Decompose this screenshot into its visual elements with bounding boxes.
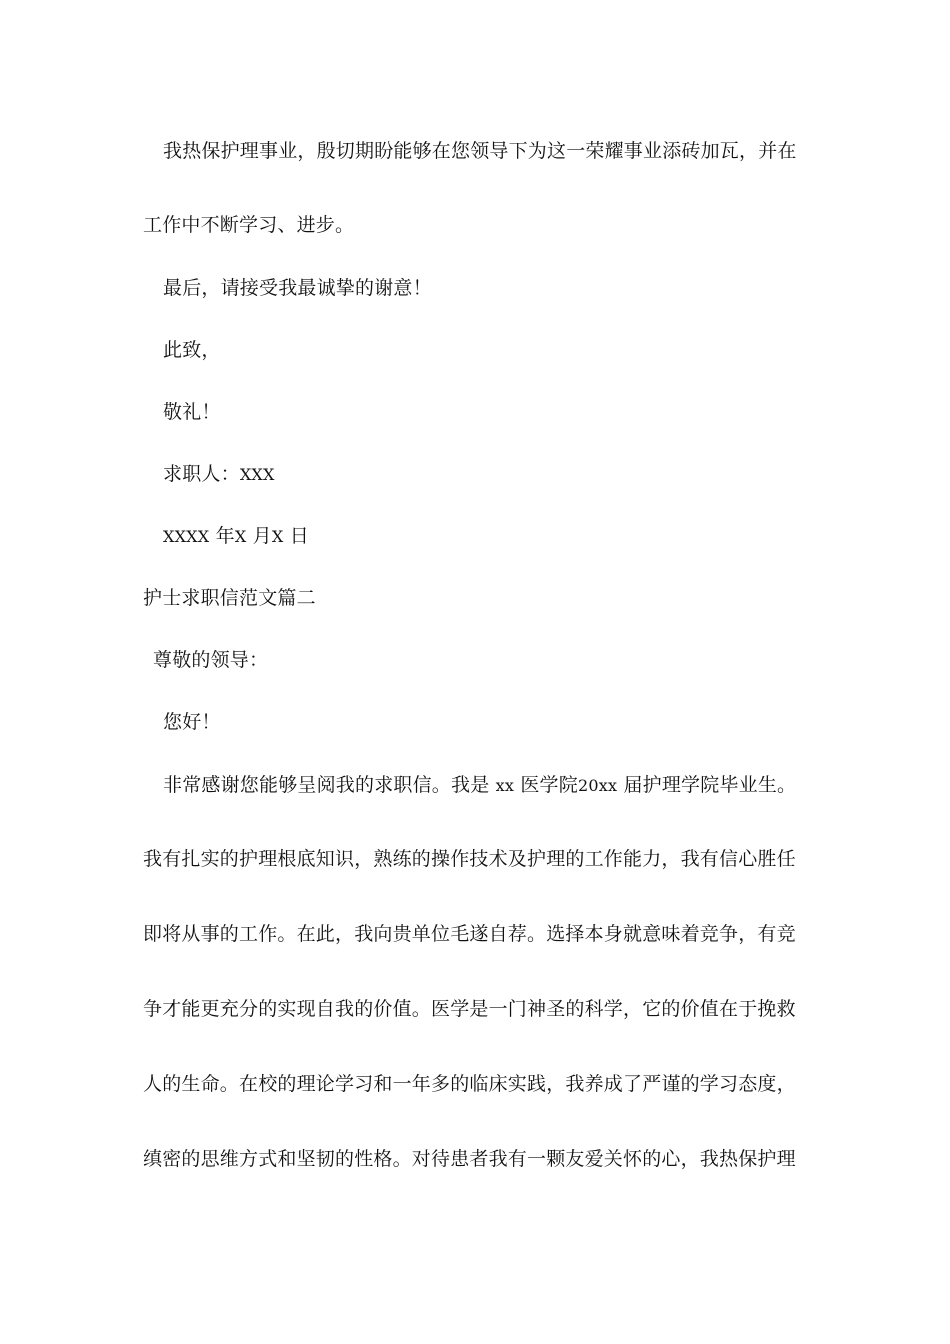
signer-label: 求职人： [163, 463, 240, 485]
signer-name: XXX [239, 465, 275, 484]
intro-part: 医学院 [520, 774, 578, 796]
salutation-line: 敬礼！ [163, 401, 221, 423]
date-day: X [271, 527, 284, 546]
date-day-unit: 日 [289, 525, 309, 547]
closing-line: 最后，请接受我最诚挚的谢意！ [163, 277, 432, 299]
paragraph-line: 我热保护理事业，殷切期盼能够在您领导下为这一荣耀事业添砖加瓦，并在 [163, 140, 797, 162]
signer-line [163, 462, 275, 487]
body-line: 人的生命。在校的理论学习和一年多的临床实践，我养成了严谨的学习态度， [143, 1073, 796, 1095]
school-code: xx [495, 776, 515, 795]
body-line: 即将从事的工作。在此，我向贵单位毛遂自荐。选择本身就意味着竞争，有竞 [143, 923, 796, 945]
salutation-line: 此致， [163, 339, 221, 361]
date-month-unit: 月 [252, 525, 272, 547]
body-line: 缜密的思维方式和坚韧的性格。对待患者我有一颗友爱关怀的心，我热保护理 [143, 1148, 796, 1170]
intro-line [163, 773, 796, 798]
date-month: X [234, 527, 247, 546]
paragraph-line: 工作中不断学习、进步。 [143, 214, 355, 236]
section-heading: 护士求职信范文篇二 [143, 587, 316, 609]
intro-part: 非常感谢您能够呈阅我的求职信。我是 [163, 774, 490, 796]
intro-part: 届护理学院毕业生。 [623, 774, 797, 796]
date-year: XXXX [163, 527, 210, 546]
hello-line: 您好！ [163, 711, 221, 733]
body-line: 我有扎实的护理根底知识，熟练的操作技术及护理的工作能力，我有信心胜任 [143, 848, 796, 870]
greeting-line: 尊敬的领导： [153, 649, 269, 671]
date-line [163, 524, 309, 549]
year-code: 20xx [577, 776, 618, 795]
date-year-unit: 年 [215, 525, 235, 547]
body-line: 争才能更充分的实现自我的价值。医学是一门神圣的科学，它的价值在于挽救 [143, 998, 796, 1020]
